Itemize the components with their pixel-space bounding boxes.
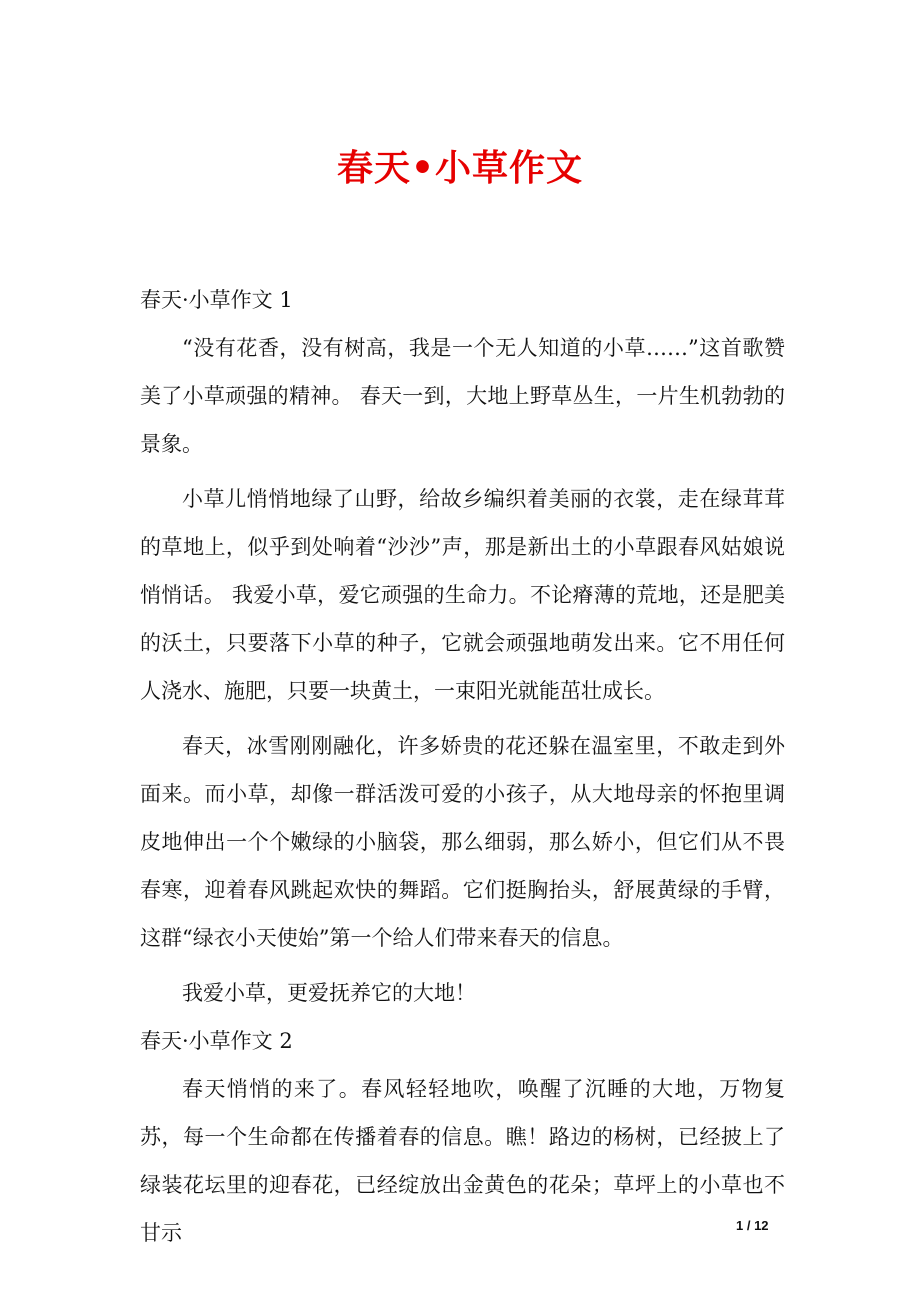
paragraph: 我爱小草，更爱抚养它的大地！ — [182, 981, 476, 1005]
section-heading: 春天·小草作文 2 — [140, 1029, 293, 1053]
document-title: 春天•小草作文 — [336, 147, 583, 189]
essay-section-2 — [140, 1017, 785, 1257]
paragraph: 春天悄悄的来了。春风轻轻地吹，唤醒了沉睡的大地，万物复苏，每一个生命都在传播着春的信息。瞧！路边的杨树，已经披上了绿装花坛里的迎春花，已经绽放出金黄色的花朵；草坪上的小草也不甘示 — [140, 1077, 785, 1245]
document-body — [140, 276, 785, 1257]
essay-section-1 — [140, 276, 785, 1017]
paragraph: 小草儿悄悄地绿了山野，给故乡编织着美丽的衣裳，走在绿茸茸的草地上，似乎到处响着“沙沙”声，那是新出土的小草跟春风姑娘说悄悄话。 我爱小草，爱它顽强的生命力。不论瘠薄的荒地，还是肥美的沃土，只要落下小草的种子，它就会顽强地萌发出来。它不用任何人浇水、施肥，只要一块黄土，一束阳光就能茁壮成长。 — [140, 487, 785, 703]
section-heading: 春天·小草作文 1 — [140, 288, 293, 312]
paragraph: 春天，冰雪刚刚融化，许多娇贵的花还躲在温室里，不敢走到外面来。而小草，却像一群活泼可爱的小孩子，从大地母亲的怀抱里调皮地伸出一个个嫩绿的小脑袋，那么细弱，那么娇小，但它们从不畏春寒，迎着春风跳起欢快的舞蹈。它们挺胸抬头，舒展黄绿的手臂，这群“绿衣小天使始”第一个给人们带来春天的信息。 — [140, 734, 785, 950]
page-number: 1 / 12 — [736, 1218, 769, 1233]
paragraph: “没有花香，没有树高，我是一个无人知道的小草……”这首歌赞美了小草顽强的精神。 春天一到，大地上野草丛生，一片生机勃勃的景象。 — [140, 336, 785, 456]
